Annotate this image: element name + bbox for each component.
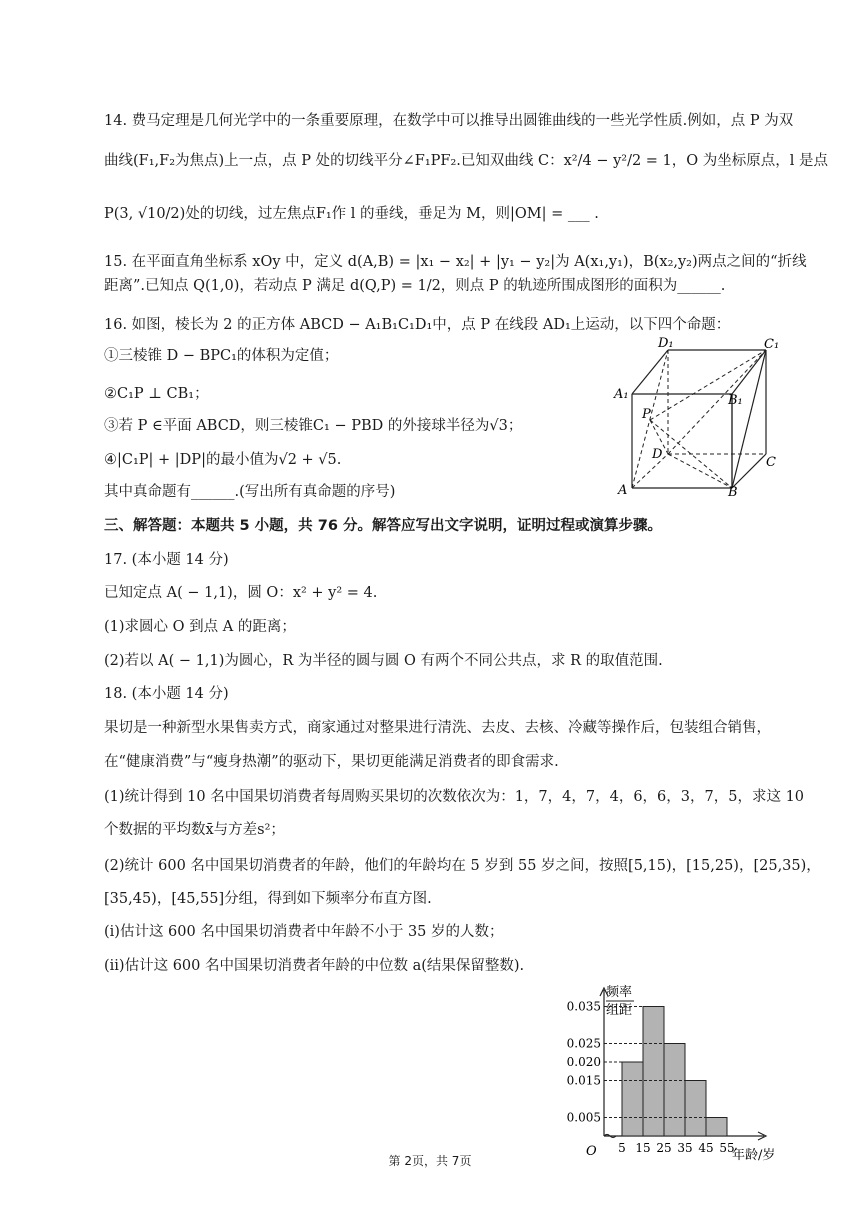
q16-proposition-2: ②C₁P ⊥ CB₁； [104,386,209,402]
q16-proposition-4: ④|C₁P| + |DP|的最小值为√2 + √5. [104,452,342,468]
hist-bar-3 [685,1081,706,1137]
hist-x-tick-4: 45 [698,1141,714,1155]
q17-statement: 已知定点 A( − 1,1)，圆 O：x² + y² = 4. [104,585,378,601]
q18-intro-1: 果切是一种新型水果售卖方式，商家通过对整果进行清洗、去皮、去核、冷藏等操作后，包装组合销售， [104,720,771,736]
section-heading: 三、解答题：本题共 5 小题，共 76 分。解答应写出文字说明，证明过程或演算步骤。 [104,518,662,534]
hist-bar-1 [643,1007,664,1137]
hist-ylabel-top: 频率 [606,985,633,1000]
q18-sub-ii: (ⅱ)估计这 600 名中国果切消费者年龄的中位数 a(结果保留整数). [104,958,525,974]
page-footer: 第 2页，共 7页 [388,1154,472,1168]
label-P: P [642,407,651,422]
label-C: C [766,455,776,470]
hist-y-tick-3: 0.015 [566,1073,601,1088]
hist-ylabel-bottom: 组距 [606,1003,633,1018]
hist-bar-0 [622,1062,643,1136]
histogram-chart [552,980,796,1166]
q18-intro-2: 在“健康消费”与“瘦身热潮”的驱动下，果切更能满足消费者的即食需求. [104,754,559,770]
label-A1: A₁ [614,387,629,402]
hist-xlabel: 年龄/岁 [732,1148,776,1163]
q15-line-2: 距离”.已知点 Q(1,0)，若动点 P 满足 d(Q,P) = 1/2，则点 P 的轨迹所围成图形的面积为______. [104,278,726,294]
hist-x-tick-0: 5 [618,1141,626,1155]
q18-sub-i: (ⅰ)估计这 600 名中国果切消费者中年龄不小于 35 岁的人数； [104,924,504,940]
hist-bar-4 [706,1118,727,1137]
label-B: B [728,485,738,498]
hist-x-tick-1: 15 [635,1141,651,1155]
q14-line-3: P(3, √10/2)处的切线，过左焦点F₁作 l 的垂线，垂足为 M，则|OM| = ___ . [104,206,599,222]
q16-line-1: 16. 如图，棱长为 2 的正方体 ABCD − A₁B₁C₁D₁中，点 P 在线段 AD₁上运动，以下四个命题： [104,317,731,333]
hist-x-tick-2: 25 [656,1141,672,1155]
q16-answer-line: 其中真命题有______.(写出所有真命题的序号) [104,484,396,500]
q16-proposition-3: ③若 P ∈平面 ABCD，则三棱锥C₁ − PBD 的外接球半径为√3； [104,418,523,434]
q16-proposition-1: ①三棱锥 D − BPC₁的体积为定值； [104,348,339,364]
q18-part-1-line-2: 个数据的平均数x̄与方差s²； [104,822,285,838]
hist-origin: O [586,1144,597,1159]
q18-header: 18. (本小题 14 分) [104,686,229,702]
hist-x-tick-3: 35 [677,1141,693,1155]
label-D: D [652,447,663,462]
hist-x-tick-5: 55 [719,1141,735,1155]
q14-line-2: 曲线(F₁,F₂为焦点)上一点，点 P 处的切线平分∠F₁PF₂.已知双曲线 C：x²/4 − y²/2 = 1，O 为坐标原点，l 是点 [104,153,829,169]
label-D1: D₁ [658,336,674,351]
label-B1: B₁ [728,393,743,408]
q15-line-1: 15. 在平面直角坐标系 xOy 中，定义 d(A,B) = |x₁ − x₂| + |y₁ − y₂|为 A(x₁,y₁)，B(x₂,y₂)两点之间的“折线 [104,254,807,270]
hist-y-tick-4: 0.005 [566,1110,601,1125]
q17-part-2: (2)若以 A( − 1,1)为圆心，R 为半径的圆与圆 O 有两个不同公共点，求 R 的取值范围. [104,653,663,669]
hist-y-tick-0: 0.035 [566,999,601,1014]
q18-part-2-line-1: (2)统计 600 名中国果切消费者的年龄，他们的年龄均在 5 岁到 55 岁之间，按照[5,15)，[15,25)，[25,35)， [104,858,821,874]
q18-part-2-line-2: [35,45)，[45,55]分组，得到如下频率分布直方图. [104,891,432,907]
q17-header: 17. (本小题 14 分) [104,552,229,568]
q18-part-1-line-1: (1)统计得到 10 名中国果切消费者每周购买果切的次数依次为：1，7，4，7，4，6，6，3，7，5，求这 10 [104,789,805,805]
label-C1: C₁ [764,337,780,352]
q14-line-1: 14. 费马定理是几何光学中的一条重要原理，在数学中可以推导出圆锥曲线的一些光学性质.例如，点 P 为双 [104,113,794,129]
q17-part-1: (1)求圆心 O 到点 A 的距离； [104,619,296,635]
hist-y-tick-2: 0.020 [566,1055,601,1069]
hist-bar-2 [664,1044,685,1137]
hist-y-tick-1: 0.025 [566,1036,601,1051]
label-A: A [618,483,628,498]
cube-figure [608,336,794,498]
